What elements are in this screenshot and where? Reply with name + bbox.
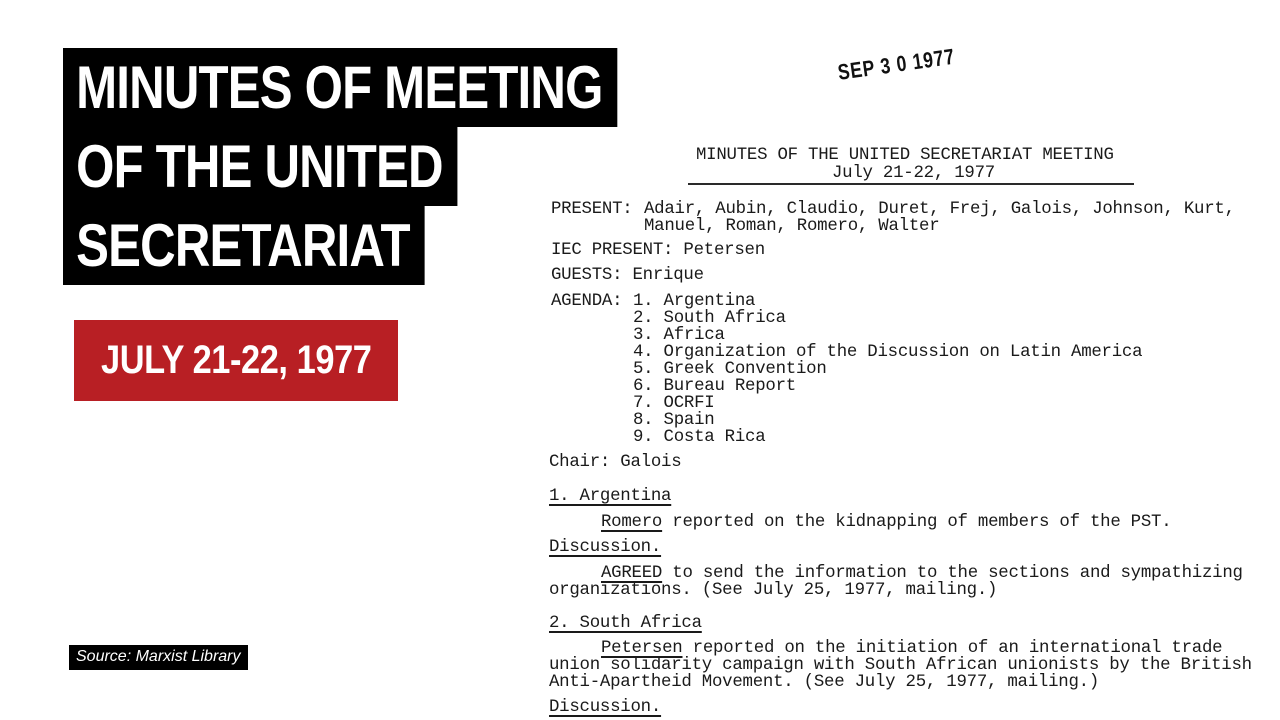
title-rule — [688, 183, 1134, 185]
section-2-report — [601, 639, 1222, 658]
reporter-name: Petersen — [601, 639, 683, 658]
agreed-label: AGREED — [601, 564, 663, 583]
agenda-item: 3. Africa — [633, 326, 725, 345]
received-stamp: SEP 3 0 1977 — [836, 43, 957, 85]
chair: Chair: Galois — [549, 453, 682, 472]
section-2-report-line-2: union solidarity campaign with South African unionists by the British — [549, 656, 1252, 675]
agenda-item: 5. Greek Convention — [633, 360, 827, 379]
section-2-discussion: Discussion. — [549, 698, 662, 717]
section-1-agreed-cont: organizations. (See July 25, 1977, mailing.) — [549, 581, 998, 600]
headline — [63, 48, 739, 285]
source-caption: Source: Marxist Library — [69, 645, 248, 670]
date-badge — [74, 320, 398, 401]
section-2-heading: 2. South Africa — [549, 614, 702, 633]
present-line-1: Adair, Aubin, Claudio, Duret, Frej, Galois, Johnson, Kurt, — [644, 200, 1235, 219]
section-1-agreed — [601, 564, 1243, 583]
headline-line-3: SECRETARIAT — [63, 206, 424, 285]
section-1-report — [601, 513, 1171, 532]
agenda-item: 4. Organization of the Discussion on Latin America — [633, 343, 1143, 362]
section-1-discussion: Discussion. — [549, 538, 662, 557]
section-1-heading: 1. Argentina — [549, 487, 672, 506]
report-text: reported on the initiation of an international trade — [682, 639, 1223, 658]
agenda-item: 2. South Africa — [633, 309, 786, 328]
section-2-report-line-3: Anti-Apartheid Movement. (See July 25, 1977, mailing.) — [549, 673, 1100, 692]
agenda-item: 9. Costa Rica — [633, 428, 766, 447]
agenda-item: 8. Spain — [633, 411, 715, 430]
date-label: JULY 21-22, 1977 — [100, 338, 372, 382]
document-title: MINUTES OF THE UNITED SECRETARIAT MEETING — [696, 146, 1114, 165]
document-date: July 21-22, 1977 — [832, 164, 995, 183]
reporter-name: Romero — [601, 513, 663, 532]
agreed-text: to send the information to the sections and sympathizing — [662, 564, 1243, 583]
agenda-label: AGENDA: — [551, 292, 623, 311]
guests: GUESTS: Enrique — [551, 266, 704, 285]
headline-line-1: MINUTES OF MEETING — [63, 48, 617, 127]
headline-line-2: OF THE UNITED — [63, 127, 457, 206]
report-text: reported on the kidnapping of members of the PST. — [662, 513, 1172, 532]
agenda-item: 6. Bureau Report — [633, 377, 796, 396]
present-label: PRESENT: — [551, 200, 633, 219]
agenda-item: 1. Argentina — [633, 292, 756, 311]
iec-present: IEC PRESENT: Petersen — [551, 241, 765, 260]
present-line-2: Manuel, Roman, Romero, Walter — [644, 217, 940, 236]
agenda-item: 7. OCRFI — [633, 394, 715, 413]
